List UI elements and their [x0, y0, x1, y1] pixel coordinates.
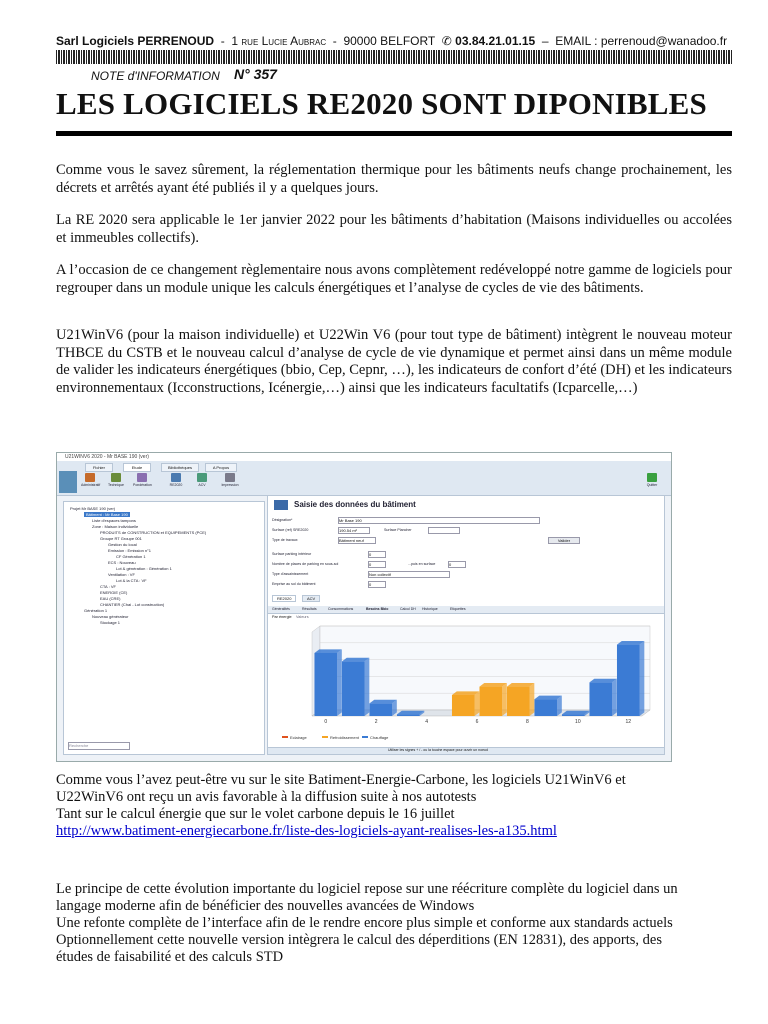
tree-item[interactable]: CF Génération 1 — [116, 554, 146, 559]
surface-plancher-field[interactable] — [428, 527, 460, 534]
note-label: NOTE d'INFORMATION — [91, 69, 220, 83]
chart-tick-label: 10 — [575, 719, 581, 725]
ribbon-button[interactable]: Impression — [221, 473, 239, 491]
tree-item[interactable]: CTA : VF — [100, 584, 116, 589]
phone-icon: ✆ — [441, 34, 452, 48]
chart-bar-side — [612, 679, 617, 716]
chart-tick-label: 8 — [526, 719, 529, 725]
chart-tick-label: 0 — [324, 719, 328, 725]
tree-item[interactable]: Lot & la CTA : VF — [116, 578, 147, 583]
bec-link[interactable]: http://www.batiment-energiecarbone.fr/liste-des-logiciels-ayant-realises-les-a135.html — [56, 823, 557, 839]
field-label: Surface Plancher — [384, 528, 412, 532]
sub-tab[interactable]: Historique — [422, 607, 438, 611]
chart-bar-top — [342, 658, 369, 662]
search-input[interactable]: Recherche — [68, 742, 130, 750]
paragraph-1: Comme vous le savez sûrement, la réglementation thermique pour les bâtiments neufs change prochainement, les décrets et arrêtés ayant été publiés il y a quelques jours. — [56, 162, 732, 196]
chart-bar — [534, 699, 557, 716]
chart-bar-top — [507, 683, 534, 687]
ribbon-tab[interactable]: Fichier — [85, 463, 113, 472]
text-line: langage moderne afin de bénéficier des nouvelles avancées de Windows — [56, 898, 475, 914]
quit-button[interactable]: Quitter — [643, 473, 661, 491]
text-line: études de faisabilité et des calculs STD — [56, 949, 284, 965]
sub-tab[interactable]: Résultats — [302, 607, 317, 611]
text-line: U22WinV6 ont reçu un avis favorable à la diffusion suite à nos autotests — [56, 789, 477, 805]
text-line: Optionnellement cette nouvelle version intègrera le calcul des déperditions (EN 12831), des apports, des — [56, 932, 662, 948]
sub-tab[interactable]: Consommations — [328, 607, 354, 611]
field-label: Nombre de places de parking en sous-sol — [272, 562, 339, 566]
tree-item[interactable]: Gestion du local — [108, 542, 137, 547]
field-label: Type de travaux — [272, 538, 298, 542]
chart-legend-swatch — [322, 736, 328, 738]
ribbon-tab[interactable]: A Propos — [205, 463, 237, 472]
sub-tab[interactable]: Besoins Bbio — [366, 607, 389, 611]
chart-bar — [369, 703, 392, 716]
address-street: 1 rue Lucie Aubrac — [231, 34, 327, 48]
tree-item[interactable]: Zone : Maison individuelle — [92, 524, 139, 529]
ribbon-tab[interactable]: Etude — [123, 463, 151, 472]
surface-parking-field[interactable]: 0 — [448, 561, 466, 568]
status-bar — [268, 747, 664, 754]
tree-item[interactable]: Stockage 1 — [100, 620, 121, 625]
field-label: Surface (ref) SRE2020 — [272, 528, 309, 532]
tree-item[interactable]: Groupe RT Groupe 001 — [100, 536, 142, 541]
underground-parking-field[interactable]: 0 — [368, 561, 386, 568]
tree-item[interactable]: PRODUITS de CONSTRUCTION et EQUIPEMENTS (PCE) — [100, 530, 207, 535]
chart-bar-top — [314, 649, 341, 653]
chart-bar — [507, 687, 530, 716]
chart-bar-side — [640, 641, 645, 716]
tree-item[interactable]: Projet Mr BASE 190 (ver) — [70, 506, 116, 511]
field-label: ...puis en surface — [408, 562, 436, 566]
tree-item[interactable]: Bâtiment : Mr Base 190 — [86, 512, 128, 517]
project-tree — [63, 501, 265, 755]
tab-acv[interactable]: ACV — [302, 595, 320, 602]
sub-tab[interactable]: Généralités — [272, 607, 290, 611]
ribbon-button[interactable]: Administratif — [81, 473, 99, 491]
chart-legend-swatch — [282, 736, 288, 738]
chart-bar — [342, 661, 365, 716]
chart-bar-side — [337, 649, 342, 716]
tree-item[interactable]: Liste d'espaces tampons — [92, 518, 136, 523]
field-label: Surface parking intérieur — [272, 552, 312, 556]
chart-bar-top — [397, 711, 424, 715]
chart-tick-label: 4 — [425, 719, 428, 725]
title-rule — [56, 131, 732, 136]
text-line: Le principe de cette évolution importante du logiciel repose sur une réécriture complète du logiciel dans un — [56, 881, 678, 897]
separator: - — [220, 34, 225, 48]
ribbon-button[interactable]: ACV — [193, 473, 211, 491]
footprint-field[interactable]: 0 — [368, 581, 386, 588]
chart-tick-label: 12 — [625, 719, 632, 725]
separator: – — [541, 34, 549, 48]
tree-item[interactable]: Ventilation : VF — [108, 572, 135, 577]
ribbon-button[interactable]: Technique — [107, 473, 125, 491]
chart-bar-side — [502, 683, 507, 716]
chart-bar-top — [534, 696, 561, 700]
header-barcode-rule — [56, 50, 732, 64]
page-title: LES LOGICIELS RE2020 SONT DIPONIBLES — [56, 86, 707, 121]
tab-re2020[interactable]: RE2020 — [272, 595, 296, 602]
ribbon — [57, 461, 671, 496]
chart-bar-top — [452, 691, 479, 695]
validate-button[interactable]: Valider — [548, 537, 580, 544]
designation-field[interactable]: Mr Base 190 — [338, 517, 540, 524]
chart-legend-label: Refroidissement — [330, 735, 359, 740]
sanitation-select[interactable]: Non collectif — [368, 571, 450, 578]
tree-item[interactable]: ECS : Nouveau — [108, 560, 136, 565]
chart-bar — [314, 653, 337, 716]
chart-bar — [589, 682, 612, 716]
chart-bar — [479, 687, 502, 716]
tree-item[interactable]: EAU (CRE) — [100, 596, 121, 601]
chart-legend-swatch — [362, 736, 368, 738]
chart-bar-side — [530, 683, 535, 716]
status-text: Utiliser les signes + / - ou la touche espace pour ouvrir un noeud — [388, 748, 488, 752]
energy-needs-chart — [272, 624, 658, 748]
address-city: 90000 BELFORT — [343, 34, 436, 48]
text-line: Comme vous l’avez peut-être vu sur le site Batiment-Energie-Carbone, les logiciels U21WinV6 et — [56, 772, 626, 788]
text-line: Une refonte complète de l’interface afin de le rendre encore plus simple et conforme aux standards actuels — [56, 915, 673, 931]
chart-bar-top — [479, 683, 506, 687]
chart-legend-label: Eclairage — [290, 735, 307, 740]
chart-tick-label: 6 — [475, 719, 479, 725]
ribbon-button[interactable]: RE2020 — [167, 473, 185, 491]
chart-bar-side — [365, 658, 370, 716]
letterhead — [56, 34, 732, 48]
tree-item[interactable]: Emission : Emission n°1 — [108, 548, 151, 553]
paragraph-3: A l’occasion de ce changement règlementaire nous avons complètement redéveloppé notre gamme de logiciels pour regrouper dans un module unique les calculs énergétiques et l’analyse de cycles de vie des bâtiments. — [56, 262, 732, 296]
company-name: Sarl Logiciels PERRENOUD — [56, 34, 215, 48]
note-number: N° 357 — [234, 66, 277, 82]
chart-bar — [452, 695, 475, 716]
building-icon — [274, 500, 288, 510]
chart-tab-values[interactable]: Valeurs — [296, 615, 309, 619]
chart-tab-energy[interactable]: Par énergie — [272, 615, 292, 619]
software-screenshot — [56, 452, 672, 762]
sub-tab[interactable]: Calcul DH — [400, 607, 416, 611]
chart-legend-label: Chauffage — [370, 735, 389, 740]
tree-item[interactable]: Nouveau générateur — [92, 614, 129, 619]
chart-bar-top — [617, 641, 644, 645]
tree-item[interactable]: Génération 1 — [84, 608, 108, 613]
chart-bar — [617, 645, 640, 716]
sub-tabs — [268, 606, 664, 614]
parking-field[interactable]: 0 — [368, 551, 386, 558]
chart-bar-top — [589, 679, 616, 683]
separator: - — [332, 34, 337, 48]
text-line: Tant sur le calcul énergie que sur le volet carbone depuis le 16 juillet — [56, 806, 455, 822]
window-title: U21WINV6 2020 - Mr BASE 190 (ver) — [65, 454, 149, 460]
field-label: Emprise au sol du bâtiment — [272, 582, 316, 586]
chart-bar — [397, 714, 420, 716]
field-label: Type d'assainissement — [272, 572, 309, 576]
tree-item[interactable]: Lot & génération : Génération 1 — [116, 566, 172, 571]
paragraph-4: U21WinV6 (pour la maison individuelle) et U22Win V6 (pour tout type de bâtiment) intègrent le nouveau moteur THBCE du CSTB et le nouveau calcul d’analyse de cycle de vie dynamique et permet ainsi dans un même module de valider les indicateurs énergétiques (bbio, Cep, Cepnr, …), les indicateurs de confort d’été (DH) et les indicateurs environnementaux (Icconstructions, Icénergie,…) ainsi que les indicateurs facultatifs (Icparcelle,…) — [56, 327, 732, 396]
chart-bar-top — [369, 700, 396, 704]
paragraph-2: La RE 2020 sera applicable le 1er janvier 2022 pour les bâtiments d’habitation (Maisons individuelles ou accolées et immeubles collectifs). — [56, 212, 732, 246]
email: EMAIL : perrenoud@wanadoo.fr — [555, 34, 728, 48]
surface-field[interactable]: 190.54 m² — [338, 527, 370, 534]
panel-title: Saisie des données du bâtiment — [294, 500, 416, 509]
ribbon-tab[interactable]: Bibliothèques — [161, 463, 199, 472]
chart-bar — [562, 714, 585, 716]
chart-bar-top — [562, 711, 589, 715]
chart-bar-side — [475, 691, 480, 716]
ribbon-button[interactable]: Pondération — [133, 473, 151, 491]
sub-tab[interactable]: Etiquettes — [450, 607, 466, 611]
tree-item[interactable]: CHANTIER (Chai - Lot construction) — [100, 602, 165, 607]
app-logo — [59, 471, 77, 493]
tree-item[interactable]: ENERGIE (CE) — [100, 590, 128, 595]
text-line — [56, 823, 732, 840]
works-type-select[interactable]: Bâtiment neuf — [338, 537, 376, 544]
chart-tick-label: 2 — [374, 719, 378, 725]
data-panel — [267, 495, 665, 755]
field-label: Désignation* — [272, 518, 293, 522]
phone-number: 03.84.21.01.15 — [455, 34, 536, 48]
